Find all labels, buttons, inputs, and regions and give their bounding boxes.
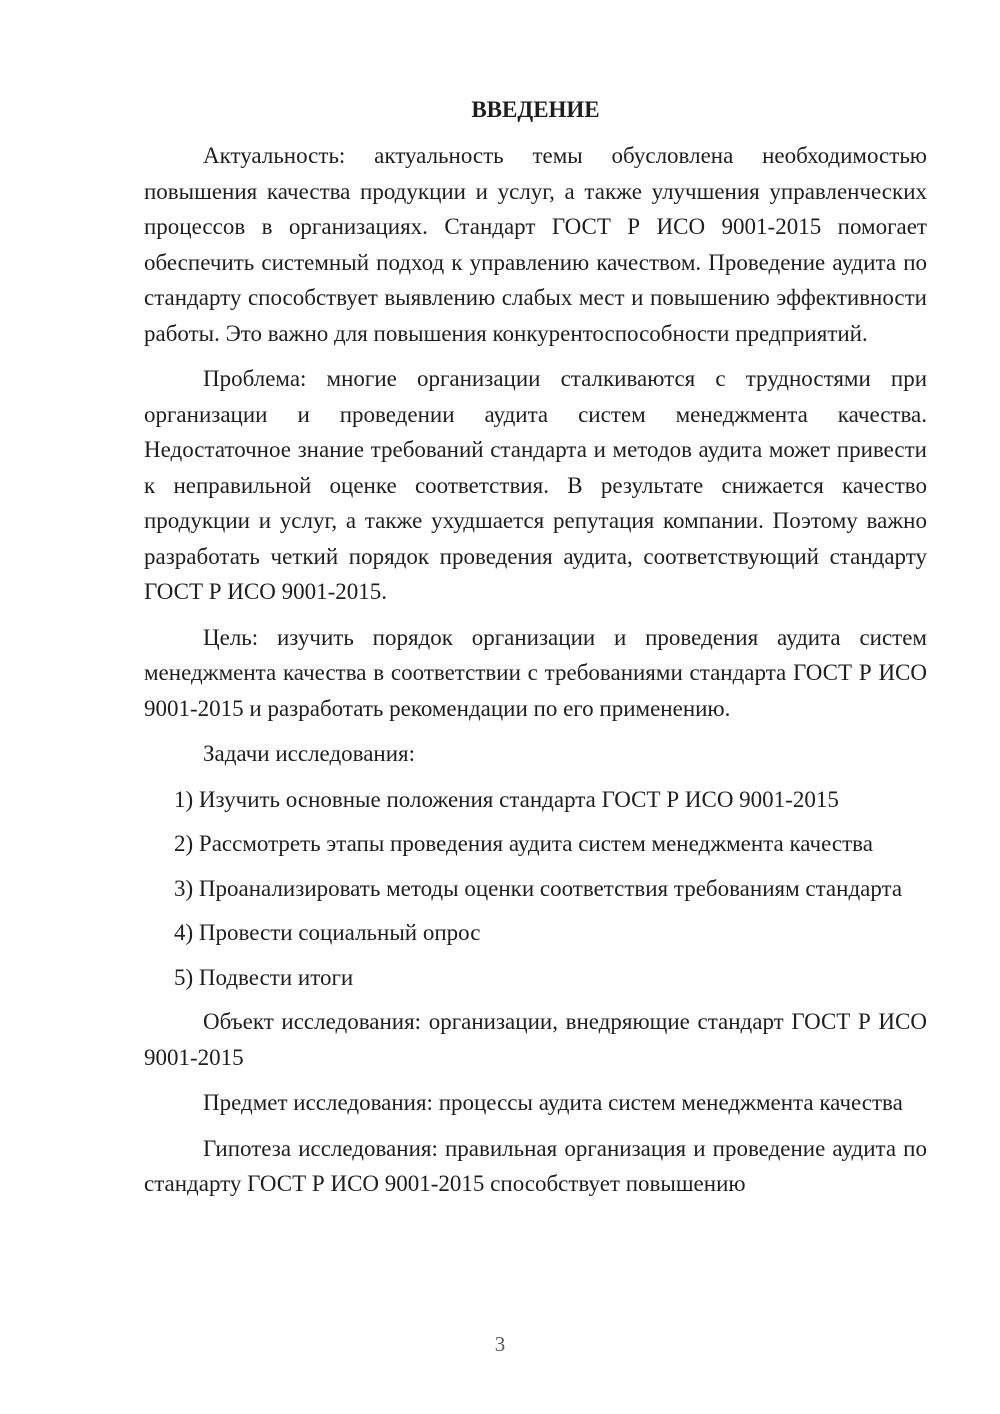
paragraph-hypothesis: Гипотеза исследования: правильная организация и проведение аудита по стандарту ГОСТ Р ИСО 9001-2015 способствует повышению [144, 1135, 927, 1196]
paragraph-problem: Проблема: многие организации сталкиваются с трудностями при организации и проведении аудита систем менеджмента качества. Недостаточное знание требований стандарта и методов аудита может привести к неправильной оценке соответствия. В результате снижается качество продукции и услуг, а также ухудшается репутация компании. Поэтому важно разработать четкий порядок проведения аудита, соответствующий стандарту ГОСТ Р ИСО 9001-2015. [144, 366, 927, 604]
paragraph-tasks-heading: Задачи исследования: [203, 741, 416, 766]
paragraph-object: Объект исследования: организации, внедряющие стандарт ГОСТ Р ИСО 9001-2015 [144, 1009, 927, 1070]
paragraph-subject: Предмет исследования: процессы аудита систем менеджмента качества [203, 1090, 903, 1115]
task-item-4: 4) Провести социальный опрос [174, 920, 481, 945]
task-item-5: 5) Подвести итоги [174, 964, 354, 990]
section-title: ВВЕДЕНИЕ [471, 97, 600, 122]
document-page [144, 92, 927, 1212]
task-item-3: 3) Проанализировать методы оценки соответствия требованиям стандарта [174, 875, 903, 901]
page-number: 3 [494, 1332, 506, 1356]
paragraph-goal: Цель: изучить порядок организации и проведения аудита систем менеджмента качества в соответствии с требованиями стандарта ГОСТ Р ИСО 9001-2015 и разработать рекомендации по его применению. [144, 624, 927, 721]
paragraph-relevance: Актуальность: актуальность темы обусловлена необходимостью повышения качества продукции и услуг, а также улучшения управленческих процессов в организациях. Стандарт ГОСТ Р ИСО 9001-2015 помогает обеспечить системный подход к управлению качеством. Проведение аудита по стандарту способствует выявлению слабых мест и повышению эффективности работы. Это важно для повышения конкурентоспособности предприятий. [144, 143, 927, 346]
task-item-1: 1) Изучить основные положения стандарта ГОСТ Р ИСО 9001-2015 [174, 786, 839, 812]
task-item-2: 2) Рассмотреть этапы проведения аудита систем менеджмента качества [174, 831, 873, 856]
